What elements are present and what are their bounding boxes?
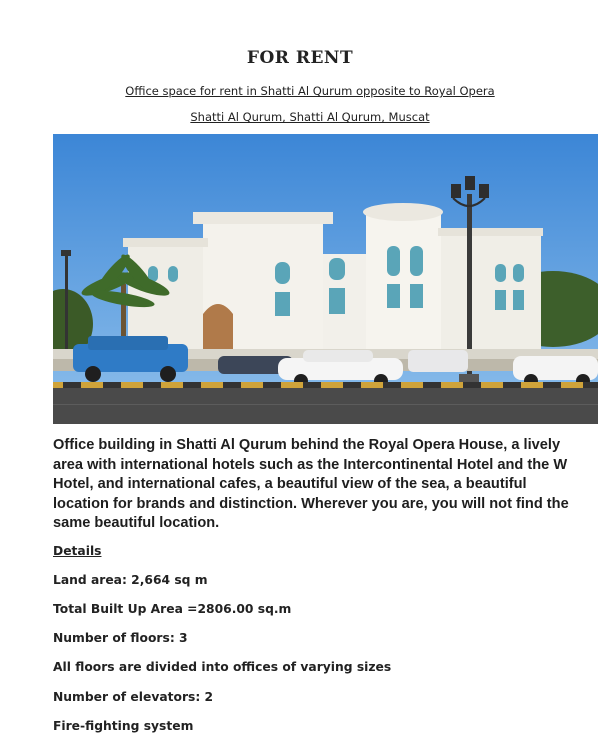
details-heading: Details [53, 544, 102, 558]
listing-description: Office building in Shatti Al Qurum behind the Royal Opera House, a lively area with international hotels such as the Intercontinental Hotel and the W Hotel, and international cafes, a beautiful view of the sea, a beautiful location for brands and distinction. Wherever you are, you will not find the same beautiful location. [53, 437, 569, 531]
location-link[interactable]: Shatti Al Qurum, Shatti Al Qurum, Muscat [190, 110, 430, 124]
detail-fire-system: Fire-fighting system [53, 719, 194, 733]
office-building-photo [53, 134, 598, 424]
detail-built-up-area: Total Built Up Area =2806.00 sq.m [53, 602, 292, 616]
detail-offices: All floors are divided into offices of varying sizes [53, 660, 392, 674]
detail-floors: Number of floors: 3 [53, 631, 188, 645]
detail-elevators: Number of elevators: 2 [53, 690, 214, 704]
page-title: FOR RENT [246, 48, 354, 68]
listing-subtitle-link[interactable]: Office space for rent in Shatti Al Qurum opposite to Royal Opera [125, 84, 495, 98]
detail-land-area: Land area: 2,664 sq m [53, 573, 208, 587]
